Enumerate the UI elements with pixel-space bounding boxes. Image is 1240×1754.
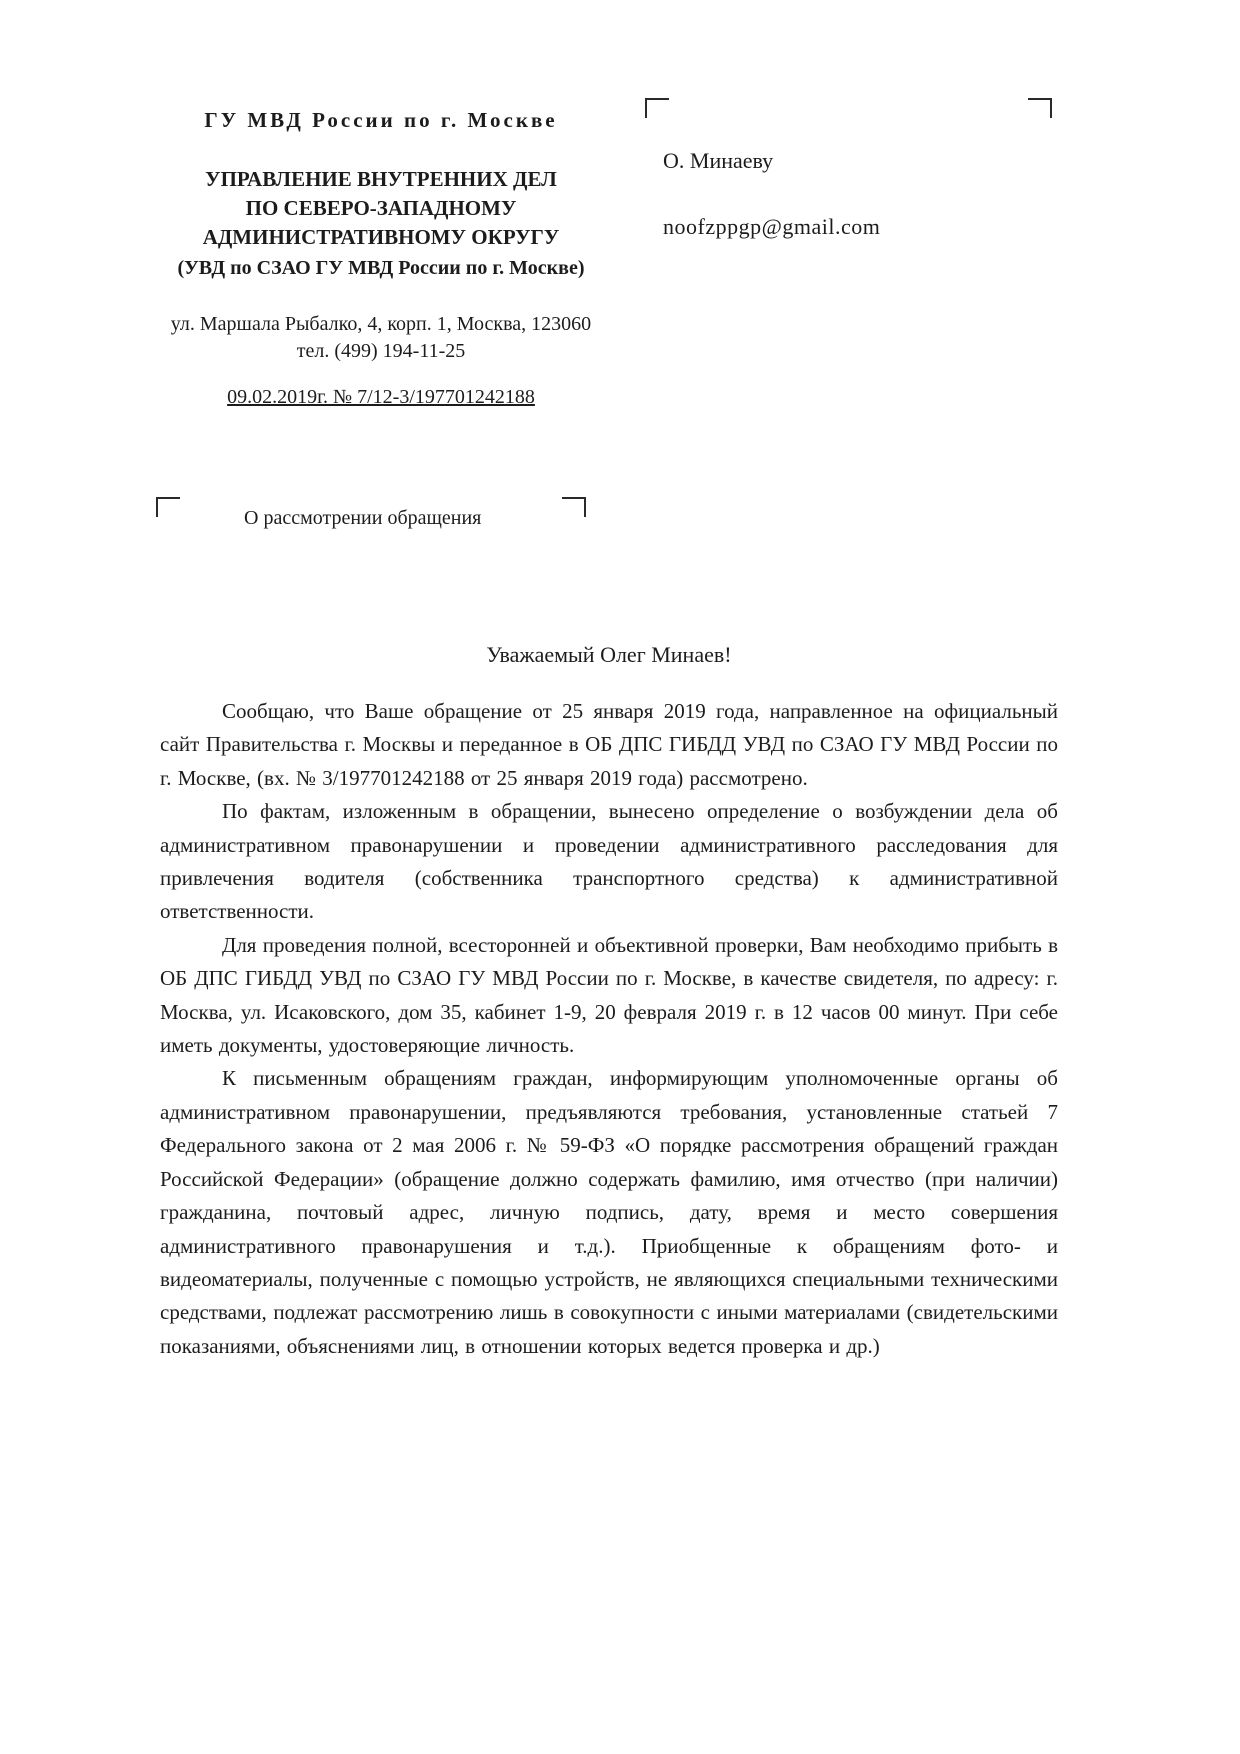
reference-number-line: 09.02.2019г. № 7/12-3/197701242188 <box>227 386 535 408</box>
recipient-email: noofzppgp@gmail.com <box>663 214 881 239</box>
corner-mark-icon <box>1028 98 1052 118</box>
agency-name-paren: (УВД по СЗАО ГУ МВД России по г. Москве) <box>177 257 585 279</box>
body-paragraph: Для проведения полной, всесторонней и объективной проверки, Вам необходимо прибыть в ОБ ДПС ГИБДД УВД по СЗАО ГУ МВД России по г. Москве, в качестве свидетеля, по адресу: г. Москва, ул. Исаковского, дом 35, кабинет 1-9, 20 февраля 2019 г. в 12 часов 00 минут. При себе иметь документы, удостоверяющие личность. <box>160 932 1058 1058</box>
agency-address: ул. Маршала Рыбалко, 4, корп. 1, Москва, 123060 <box>170 313 592 335</box>
agency-phone: тел. (499) 194-11-25 <box>296 340 466 362</box>
body-paragraph: По фактам, изложенным в обращении, вынесено определение о возбуждении дела об административном правонарушении и проведении административного расследования для привлечения водителя (собственника транспортного средства) к административной ответственности. <box>160 799 1058 924</box>
corner-mark-icon <box>562 497 586 517</box>
letter-body <box>160 642 1058 1363</box>
subject-line: О рассмотрении обращения <box>244 507 482 529</box>
recipient-block <box>663 148 880 240</box>
corner-mark-icon <box>156 497 180 517</box>
agency-name-line1: УПРАВЛЕНИЕ ВНУТРЕННИХ ДЕЛ <box>205 167 557 191</box>
agency-name-top: ГУ МВД России по г. Москве <box>204 108 558 132</box>
recipient-name: О. Минаеву <box>663 148 774 173</box>
body-paragraph: К письменным обращениям граждан, информирующим уполномоченные органы об административном правонарушении, предъявляются требования, установленные статьей 7 Федерального закона от 2 мая 2006 г. № 59-ФЗ «О порядке рассмотрения обращений граждан Российской Федерации» (обращение должно содержать фамилию, имя отчество (при наличии) гражданина, почтовый адрес, личную подпись, дату, время и место совершения административного правонарушения и т.д.). Приобщенные к обращениям фото- и видеоматериалы, полученные с помощью устройств, не являющихся специальными техническими средствами, подлежат рассмотрению лишь в совокупности с иными материалами (свидетельскими показаниями, объяснениями лиц, в отношении которых ведется проверка и др.) <box>160 1066 1058 1358</box>
salutation: Уважаемый Олег Минаев! <box>486 642 732 667</box>
body-paragraph: Сообщаю, что Ваше обращение от 25 января 2019 года, направленное на официальный сайт Правительства г. Москвы и переданное в ОБ ДПС ГИБДД УВД по СЗАО ГУ МВД России по г. Москве, (вх. № 3/197701242188 от 25 января 2019 года) рассмотрено. <box>160 699 1058 790</box>
agency-name-line3: АДМИНИСТРАТИВНОМУ ОКРУГУ <box>202 225 560 249</box>
agency-name-line2: ПО СЕВЕРО-ЗАПАДНОМУ <box>245 196 517 220</box>
corner-mark-icon <box>645 98 669 118</box>
letterhead <box>138 108 624 409</box>
